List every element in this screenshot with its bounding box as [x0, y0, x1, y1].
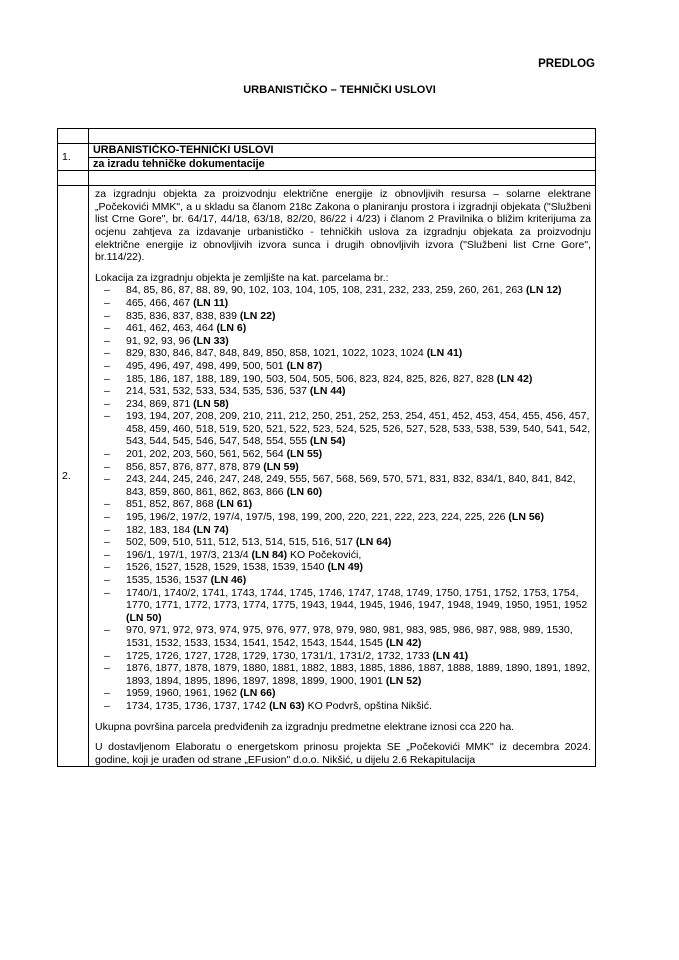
ownership-sheet-label: (LN 60) — [286, 485, 323, 498]
parcel-item — [124, 524, 591, 537]
ownership-sheet-label: (LN 56) — [508, 511, 545, 524]
parcel-item — [124, 536, 591, 549]
parcel-item — [124, 700, 591, 713]
parcel-list — [95, 284, 591, 712]
parcel-item — [124, 448, 591, 461]
empty-row — [58, 171, 596, 186]
section-2-row — [58, 186, 596, 767]
ownership-sheet-label: (LN 44) — [309, 385, 346, 398]
parcel-numbers: 1535, 1536, 1537 — [126, 574, 208, 586]
document-title: URBANISTIČKO – TEHNIČKI USLOVI — [243, 84, 436, 96]
parcel-numbers: 829, 830, 846, 847, 848, 849, 850, 858, 1021, 1022, 1023, 1024 — [126, 347, 424, 360]
parcel-numbers: 185, 186, 187, 188, 189, 190, 503, 504, 505, 506, 823, 824, 825, 826, 827, 828 — [126, 372, 494, 385]
section-2-number: 2. — [58, 186, 89, 767]
parcel-numbers: 1876, 1877, 1878, 1879, 1880, 1881, 1882, 1883, 1885, 1886, 1887, 1888, 1889, 1890, 1891, 1892, 1893, 1894, 1895, 1896, 1897, 1898, 1899, 1900, 1901 — [126, 662, 591, 687]
parcel-item — [124, 284, 591, 297]
parcel-suffix: KO Podvrš, opština Nikšić. — [304, 699, 432, 712]
ownership-sheet-label: (LN 54) — [309, 435, 346, 448]
parcel-item — [124, 587, 591, 625]
ownership-sheet-label: (LN 52) — [385, 674, 422, 687]
parcel-item — [124, 322, 591, 335]
ownership-sheet-label: (LN 87) — [286, 359, 323, 372]
parcel-item — [124, 297, 591, 310]
parcel-numbers: 856, 857, 876, 877, 878, 879 — [126, 460, 261, 473]
ownership-sheet-label: (LN 22) — [239, 309, 276, 322]
parcel-suffix: KO Počekovići, — [287, 548, 362, 561]
parcel-item — [124, 335, 591, 348]
section-1-subheading: za izradu tehničke dokumentacije — [89, 157, 596, 171]
parcel-numbers: 234, 869, 871 — [126, 397, 191, 410]
parcel-numbers: 1734, 1735, 1736, 1737, 1742 — [126, 699, 267, 712]
ownership-sheet-label: (LN 50) — [126, 611, 162, 624]
parcel-item — [124, 461, 591, 474]
section-1-number: 1. — [58, 144, 89, 171]
parcel-item — [124, 385, 591, 398]
ownership-sheet-label: (LN 6) — [216, 322, 247, 335]
proposal-label: PREDLOG — [538, 58, 595, 70]
ownership-sheet-label: (LN 42) — [385, 636, 422, 649]
ownership-sheet-label: (LN 41) — [426, 347, 463, 360]
section-1-heading: URBANISTIČKO-TEHNIČKI USLOVI — [89, 144, 596, 158]
parcel-numbers: 1740/1, 1740/2, 1741, 1743, 1744, 1745, 1746, 1747, 1748, 1749, 1750, 1751, 1752, 1753, 1754, 1770, 1771, 1772, 1773, 1774, 1775, 1943, 1944, 1945, 1946, 1947, 1948, 1949, 1950, 1951, 1952 — [126, 586, 588, 612]
parcel-numbers: 195, 196/2, 197/2, 197/4, 197/5, 198, 199, 200, 220, 221, 222, 223, 224, 225, 226 — [126, 511, 506, 524]
parcel-item — [124, 561, 591, 574]
location-intro: Lokacija za izgradnju objekta je zemljište na kat. parcelama br.: — [95, 271, 389, 284]
parcel-numbers: 495, 496, 497, 498, 499, 500, 501 — [126, 359, 284, 372]
parcel-numbers: 243, 244, 245, 246, 247, 248, 249, 555, 567, 568, 569, 570, 571, 831, 832, 834/1, 840, 841, 842, 843, 859, 860, 861, 862, 863, 866 — [126, 473, 576, 498]
parcel-numbers: 465, 466, 467 — [126, 296, 191, 309]
intro-paragraph: za izgradnju objekta za proizvodnju električne energije iz obnovljivih resursa – solarne elektrane „Počekovići MMK", a u skladu sa članom 218c Zakona o planiranju prostora i izgradnji objekata ("Službeni list Crne Gore", br. 64/17, 44/18, 63/18, 82/20, 86/22 i 4/23) i članom 2 Pravilnika o bližim kriterijuma za ocjenu zahtjeva za izdavanje urbanističko - tehničkih uslova za izgradnju objekata za proizvodnju električne energije iz obnovljivih izvora sunca i drugih obnovljivih izvora ("Službeni list Crne Gore", br.114/22). — [95, 188, 591, 264]
ownership-sheet-label: (LN 84) — [251, 548, 288, 561]
parcel-item — [124, 574, 591, 587]
ownership-sheet-label: (LN 66) — [239, 687, 276, 700]
parcel-numbers: 502, 509, 510, 511, 512, 513, 514, 515, 516, 517 — [126, 536, 353, 549]
parcel-numbers: 201, 202, 203, 560, 561, 562, 564 — [126, 448, 284, 461]
parcel-numbers: 182, 183, 184 — [126, 523, 191, 536]
parcel-item — [124, 549, 591, 562]
parcel-item — [124, 650, 591, 663]
parcel-numbers: 196/1, 197/1, 197/3, 213/4 — [126, 548, 249, 561]
parcel-numbers: 1959, 1960, 1961, 1962 — [126, 687, 237, 700]
section-1-heading-row — [58, 144, 596, 158]
parcel-numbers: 91, 92, 93, 96 — [126, 334, 191, 347]
section-1-subheading-row — [58, 157, 596, 171]
ownership-sheet-label: (LN 64) — [355, 536, 392, 549]
parcel-item — [124, 310, 591, 323]
ownership-sheet-label: (LN 49) — [327, 561, 364, 574]
parcel-numbers: 970, 971, 972, 973, 974, 975, 976, 977, 978, 979, 980, 981, 983, 985, 986, 987, 988, 989, 1530, 1531, 1532, 1533, 1534, 1541, 1542, 1543, 1544, 1545 — [126, 624, 573, 649]
parcel-item — [124, 398, 591, 411]
parcel-item — [124, 687, 591, 700]
parcel-numbers: 461, 462, 463, 464 — [126, 322, 214, 335]
parcel-numbers: 851, 852, 867, 868 — [126, 498, 214, 511]
ownership-sheet-label: (LN 41) — [432, 649, 469, 662]
parcel-item — [124, 473, 591, 498]
ownership-sheet-label: (LN 58) — [193, 397, 229, 410]
parcel-numbers: 84, 85, 86, 87, 88, 89, 90, 102, 103, 104, 105, 108, 231, 232, 233, 259, 260, 261, 263 — [126, 284, 524, 297]
parcel-item — [124, 662, 591, 687]
ownership-sheet-label: (LN 55) — [286, 448, 323, 461]
section-2-content — [89, 186, 596, 767]
empty-row — [58, 129, 596, 144]
elaborate-paragraph: U dostavljenom Elaboratu o energetskom prinosu projekta SE „Počekovići MMK" iz decembra 2024. godine, koji je urađen od strane „EFusion" d.o.o. Nikšić, u dijelu 2.6 Rekapitulacija — [95, 741, 591, 766]
parcel-item — [124, 360, 591, 373]
ownership-sheet-label: (LN 74) — [193, 523, 229, 536]
ownership-sheet-label: (LN 59) — [263, 460, 299, 473]
ownership-sheet-label: (LN 33) — [193, 334, 229, 347]
parcel-item — [124, 624, 591, 649]
parcel-numbers: 835, 836, 837, 838, 839 — [126, 309, 237, 322]
ownership-sheet-label: (LN 61) — [216, 498, 253, 511]
total-area-paragraph: Ukupna površina parcela predviđenih za izgradnju predmetne elektrane iznosi cca 220 ha. — [95, 720, 515, 733]
parcel-numbers: 214, 531, 532, 533, 534, 535, 536, 537 — [126, 385, 307, 398]
parcel-numbers: 193, 194, 207, 208, 209, 210, 211, 212, 250, 251, 252, 253, 254, 451, 452, 453, 454, 455, 456, 457, 458, 459, 460, 518, 519, 520, 521, 522, 523, 524, 525, 526, 527, 528, 533, 538, 539, 540, 541, 542, 543, 544, 545, 546, 547, 548, 554, 555 — [126, 410, 591, 448]
ownership-sheet-label: (LN 11) — [193, 296, 229, 309]
ownership-sheet-label: (LN 12) — [525, 284, 562, 297]
ownership-sheet-label: (LN 42) — [496, 372, 533, 385]
parcel-item — [124, 410, 591, 448]
parcel-item — [124, 347, 591, 360]
parcel-item — [124, 373, 591, 386]
ownership-sheet-label: (LN 63) — [269, 699, 305, 712]
ownership-sheet-label: (LN 46) — [210, 574, 247, 586]
parcel-item — [124, 498, 591, 511]
parcel-item — [124, 511, 591, 524]
conditions-table — [57, 128, 596, 767]
parcel-numbers: 1526, 1527, 1528, 1529, 1538, 1539, 1540 — [126, 561, 325, 574]
parcel-numbers: 1725, 1726, 1727, 1728, 1729, 1730, 1731/1, 1731/2, 1732, 1733 — [126, 649, 430, 662]
